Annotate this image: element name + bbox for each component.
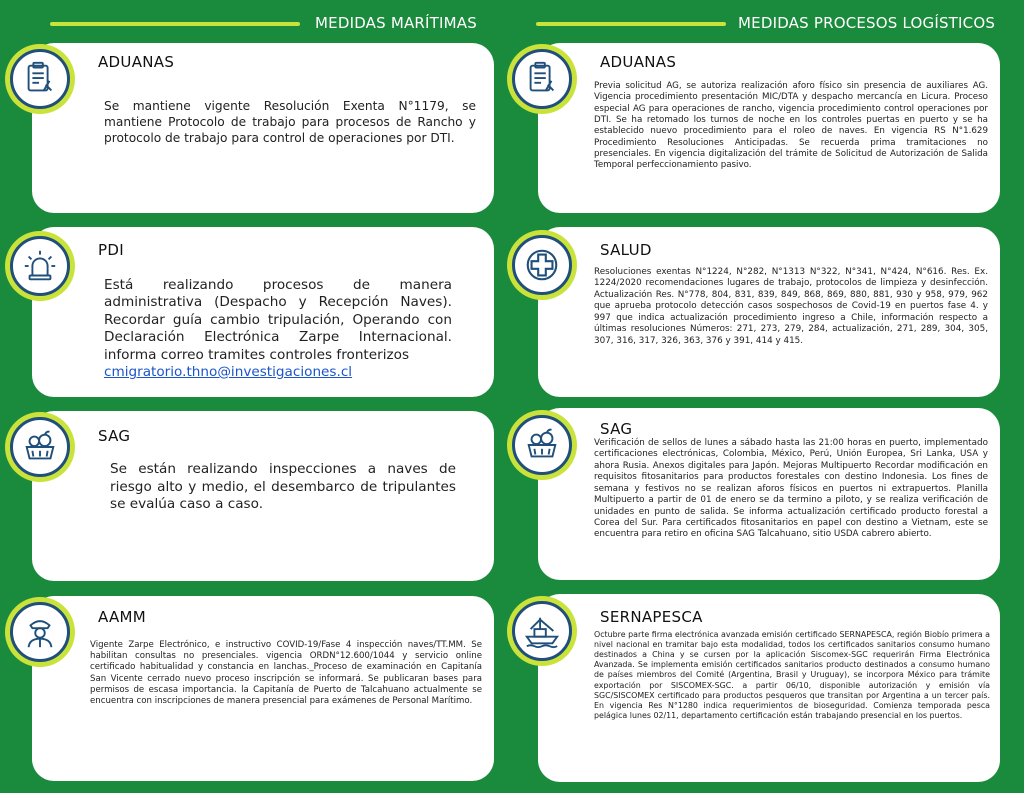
card-text: Resoluciones exentas N°1224, N°282, N°1313 N°322, N°341, N°424, N°616. Res. Ex. 1224/2020 recomendaciones lugares de trabajo, protocolos de limpieza y desinfección. Actualización Res. N°778, 804, 831, 839, 849, 868, 869, 880, 881, 930 y 958, 979, 962 que aprueba protocolo detección casos sospechosos de Covid-19 en puertos fase 4. y 997 que indica actualización procedimiento ingreso a Chile, información respecto a últimas resoluciones Números: 271, 273, 279, 284, actualización, 271, 289, 304, 305, 307, 316, 317, 326, 363, 376 y 391, 414 y 415. [594,267,988,346]
produce-basket-icon [523,426,561,464]
card-sernapesca [538,594,1000,782]
right-column-header [500,10,1024,40]
card-pdi [32,227,494,397]
badge-pdi [5,231,75,301]
card-title: PDI [98,241,124,259]
pdi-email-link[interactable]: cmigratorio.thno@investigaciones.cl [104,363,353,380]
right-header-title: MEDIDAS PROCESOS LOGÍSTICOS [738,14,996,32]
card-text: Octubre parte firma electrónica avanzada emisión certificado SERNAPESCA, región Biobío primera a nivel nacional en tramitar bajo esta modalidad, todos los certificados sanitarios consumo humano destinados a China y se cursen por la aplicación Siscomex-SGC requerirán Firma Electrónica Avanzada. Se implementa emisión certificados sanitarios producto destinados a consumo humano de países miembros del Comité (Argentina, Brasil y Uruguay), se incorpora México para trámite exportación por SISCOMEX-SGC. a partir 06/10, disponible autorización y emisión vía SGC/SISCOMEX certificado para productos pesqueros que transitan por Argentina a un tercer país. En vigencia Res N°1280 indica requerimientos de bioseguridad. Comienza temporada pesca pelágica lunes 02/11, departamento certificación están trabajando presencial en los puertos. [594,630,990,720]
badge-aduanas-maritimas [5,44,75,114]
card-text: Vigente Zarpe Electrónico, e instructivo COVID-19/Fase 4 inspección naves/TT.MM. Se habilitan consultas no presenciales. vigencia ORDN°12.600/1044 y servicio online certificado habitualidad y constancia en lanchas._Proceso de examinación en Capitanía San Vicente cerrado nuevo proceso inscripción se informará. Se publicaran bases para permisos de escasa importancia. la Capitanía de Puerto de Talcahuano actualmente se encuentra con inscripciones de manera presencial para exámenes de Personal Marítimo. [90,640,482,706]
badge-salud [507,230,577,300]
card-title: ADUANAS [600,53,677,71]
card-aduanas-logisticos [538,43,1000,213]
pdi-text: Está realizando procesos de manera administrativa (Despacho y Recepción Naves). Recordar guía cambio tripulación, Operando con Declaración Electrónica Zarpe Internacional. informa correo tramites controles fronterizos [104,277,452,363]
card-sag-logisticos [538,408,1000,580]
customs-clipboard-icon [523,60,561,98]
card-text [104,277,452,381]
naval-officer-icon [21,613,59,651]
card-title: SERNAPESCA [600,608,703,626]
badge-sag-logisticos [507,410,577,480]
card-sag-maritimas [32,411,494,581]
badge-sernapesca [507,596,577,666]
card-text: Se mantiene vigente Resolución Exenta N°1179, se mantiene Protocolo de trabajo para procesos de Rancho y protocolo de trabajo para control de operaciones por DTI. [104,99,476,145]
card-salud [538,227,1000,397]
left-header-title: MEDIDAS MARÍTIMAS [315,14,477,32]
badge-sag-maritimas [5,412,75,482]
left-column-header [0,10,500,40]
card-title: SAG [98,427,131,445]
customs-clipboard-icon [21,60,59,98]
badge-aamm [5,597,75,667]
card-text: Previa solicitud AG, se autoriza realización aforo físico sin presencia de auxiliares AG. Vigencia procedimiento presentación MIC/DTA y despacho mercancía en Licura. Proceso especial AG para operaciones de rancho, vigencia procedimiento control operaciones por DTI. Se ha retomado los turnos de noche en los controles puertas en puerto y se ha establecido nuevo procedimiento para el roleo de naves. En vigencia RS N°1.629 Procedimiento Resoluciones Anticipadas. Se recuerda prima tramitaciones no presenciales. En vigencia digitalización del trámite de Solicitud de Autorización de Salida Temporal perfeccionamiento pasivo. [594,81,988,171]
card-title: SAG [600,420,633,438]
fishing-ship-icon [523,612,561,650]
health-cross-icon [523,246,561,284]
card-aamm [32,596,494,781]
card-aduanas-maritimas [32,43,494,213]
card-text: Verificación de sellos de lunes a sábado hasta las 21:00 horas en puerto, implementado certificaciones electrónicas, Colombia, México, Perú, Unión Europea, Sri Lanka, USA y ahora Rusia. Anexos digitales para Japón. Mejoras Multipuerto Recordar modificación en requisitos fitosanitarios para productos forestales con destino Indonesia. Los fines de semana y festivos no se realizan aforos físicos en puertos ni extrapuertos. Planilla Multipuerto a partir de 01 de enero se da termino a piloto, y se realiza verificación de unidades en punto de salida. Se informa actualización certificado producto forestal a Corea del Sur. Para certificados fitosanitarios en papel con destino a Vietnam, este se encuentra para retiro en oficina SAG Talcahuano, sitio USDA cabrero abierto. [594,438,988,540]
card-title: AAMM [98,608,147,626]
left-header-bar [50,22,300,26]
produce-basket-icon [21,428,59,466]
card-text: Se están realizando inspecciones a naves de riesgo alto y medio, el desembarco de tripulantes se evalúa caso a caso. [110,461,456,513]
siren-icon [21,247,59,285]
card-title: SALUD [600,241,652,259]
badge-aduanas-logisticos [507,44,577,114]
card-title: ADUANAS [98,53,175,71]
right-header-bar [536,22,726,26]
